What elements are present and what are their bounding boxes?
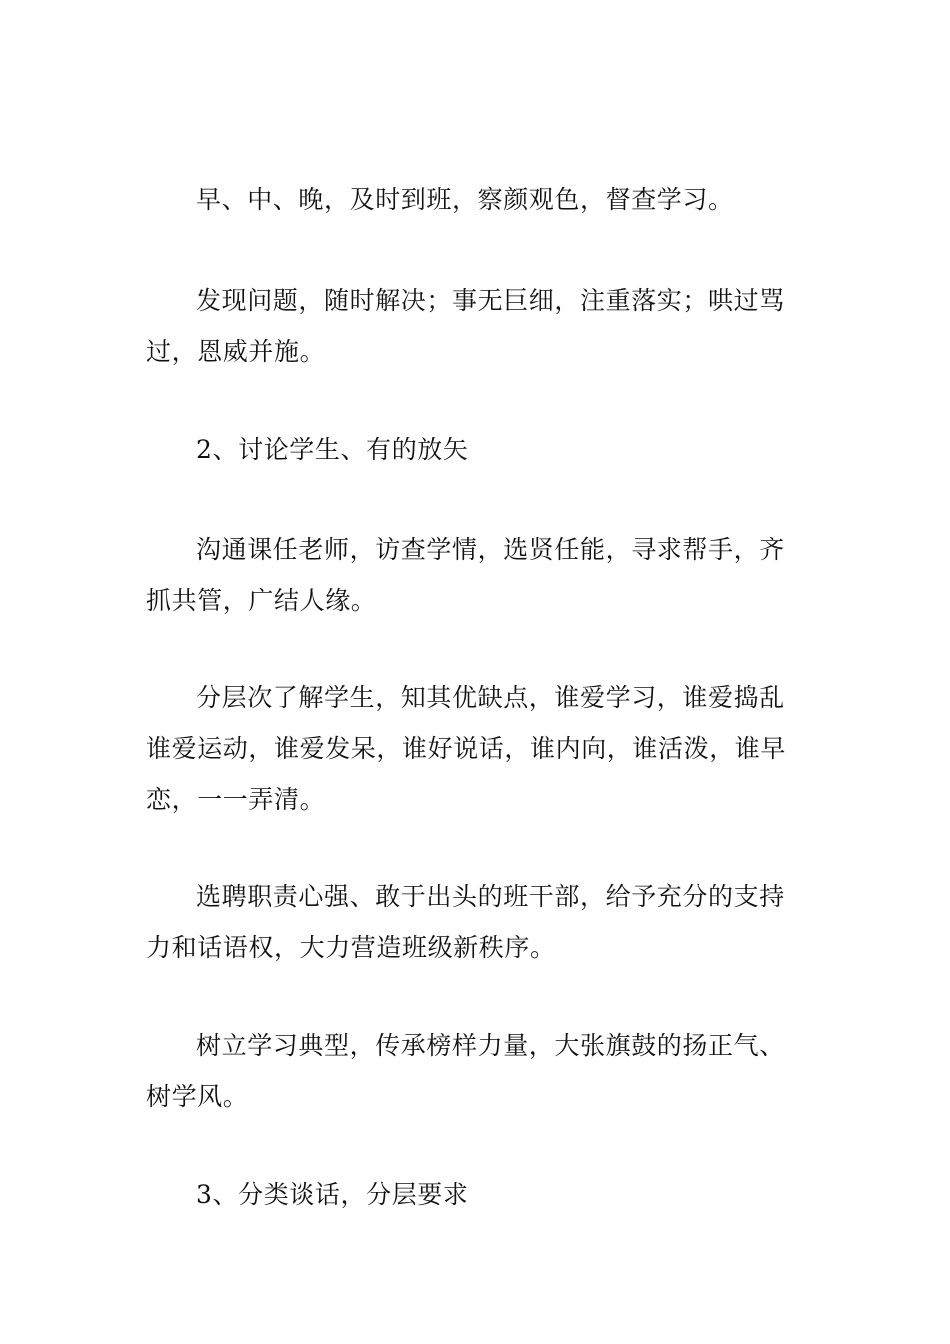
paragraph-role-models: [146, 1020, 810, 1122]
text-line: 树学风。: [146, 1082, 249, 1111]
text-line: 树立学习典型，传承榜样力量，大张旗鼓的扬正气、: [196, 1031, 785, 1060]
paragraph-supervision: [146, 174, 810, 225]
text-line: 抓共管，广结人缘。: [146, 586, 377, 615]
section-heading-2: [146, 424, 810, 475]
text-line: 过，恩威并施。: [146, 337, 326, 366]
paragraph-understand-students: [146, 672, 810, 825]
text-line: 恋，一一弄清。: [146, 785, 326, 814]
text-line: 沟通课任老师，访查学情，选贤任能，寻求帮手，齐: [196, 535, 785, 564]
text-line: 选聘职责心强、敢于出头的班干部，给予充分的支持: [196, 882, 785, 911]
paragraph-problem-solving: [146, 275, 810, 377]
text-line: 发现问题，随时解决；事无巨细，注重落实；哄过骂: [196, 286, 785, 315]
text-line: 谁爱运动，谁爱发呆，谁好说话，谁内向，谁活泼，谁早: [146, 734, 787, 763]
paragraph-class-cadres: [146, 871, 810, 973]
section-heading-3: [146, 1169, 810, 1220]
text-line: 力和话语权，大力营造班级新秩序。: [146, 933, 556, 962]
text-line: 3、分类谈话，分层要求: [196, 1180, 469, 1209]
paragraph-communicate-teachers: [146, 524, 810, 626]
text-line: 2、讨论学生、有的放矢: [196, 435, 469, 464]
text-line: 早、中、晚，及时到班，察颜观色，督查学习。: [196, 185, 734, 214]
text-line: 分层次了解学生，知其优缺点，谁爱学习，谁爱捣乱: [196, 683, 785, 712]
